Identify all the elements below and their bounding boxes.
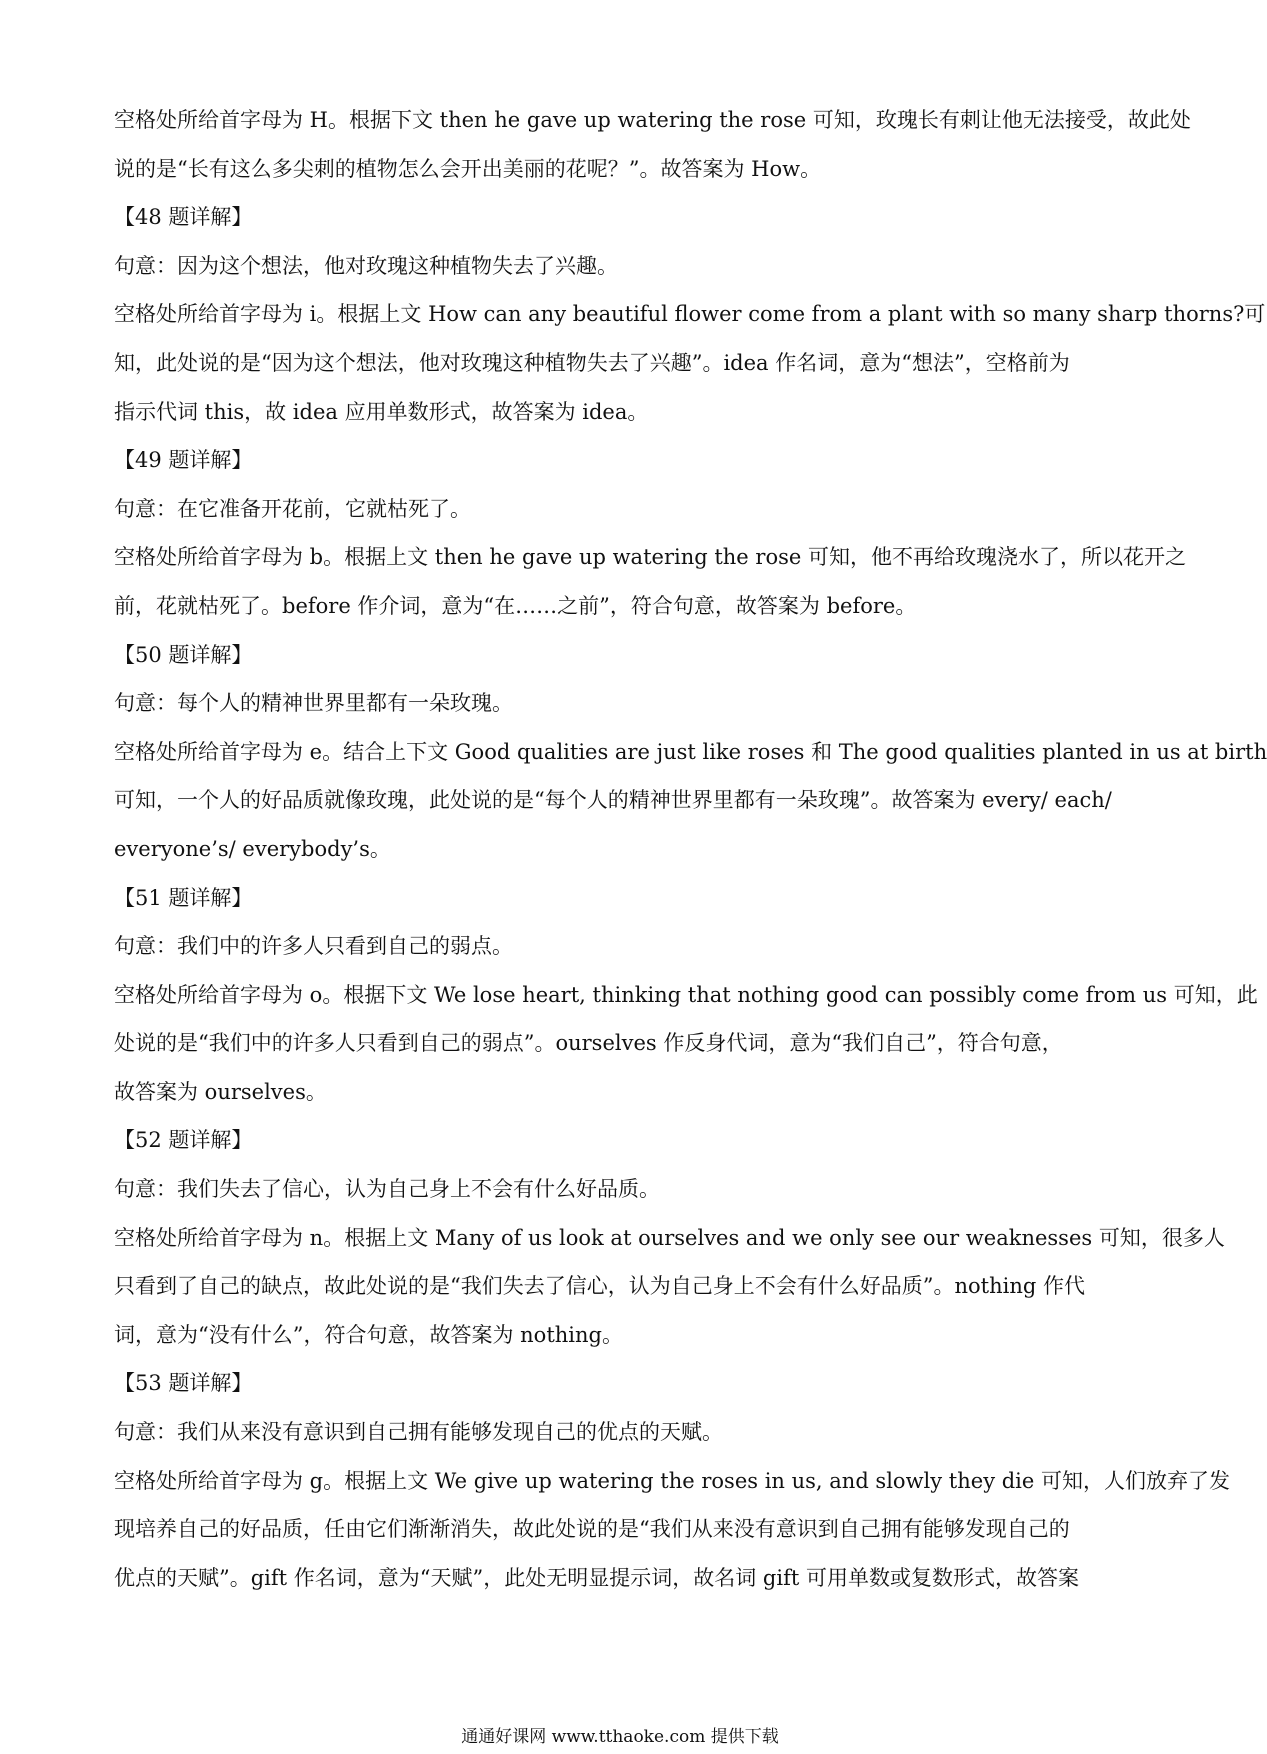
page-footer: 通通好课网 www.tthaoke.com 提供下载 — [461, 1727, 779, 1747]
text-line: 优点的天赋”。gift 作名词，意为“天赋”，此处无明显提示词，故名词 gift 可用单数或复数形式，故答案 — [114, 1565, 1079, 1590]
text-line: 句意：我们从来没有意识到自己拥有能够发现自己的优点的天赋。 — [114, 1420, 723, 1445]
text-line: 句意：在它准备开花前，它就枯死了。 — [114, 496, 471, 521]
text-line: 句意：我们失去了信心，认为自己身上不会有什么好品质。 — [114, 1177, 660, 1202]
text-line: 现培养自己的好品质，任由它们渐渐消失，故此处说的是“我们从来没有意识到自己拥有能够发现自己的 — [114, 1517, 1070, 1542]
text-line: 空格处所给首字母为 o。根据下文 We lose heart, thinking that nothing good can possibly come from us 可知，此 — [114, 982, 1258, 1007]
text-line: 空格处所给首字母为 b。根据上文 then he gave up watering the rose 可知，他不再给玫瑰浇水了，所以花开之 — [114, 545, 1186, 570]
text-line: 空格处所给首字母为 e。结合上下文 Good qualities are just like roses 和 The good qualities planted in us at birth — [114, 739, 1267, 764]
section-heading: 【50 题详解】 — [114, 642, 253, 667]
section-heading: 【49 题详解】 — [114, 448, 253, 473]
text-line: 故答案为 ourselves。 — [114, 1079, 327, 1104]
section-heading: 【51 题详解】 — [114, 885, 253, 910]
text-line: 可知，一个人的好品质就像玫瑰，此处说的是“每个人的精神世界里都有一朵玫瑰”。故答案为 every/ each/ — [114, 788, 1112, 813]
section-heading: 【48 题详解】 — [114, 205, 253, 230]
text-line: 知，此处说的是“因为这个想法，他对玫瑰这种植物失去了兴趣”。idea 作名词，意为“想法”，空格前为 — [114, 350, 1070, 375]
section-heading: 【52 题详解】 — [114, 1128, 253, 1153]
text-line: everyone’s/ everybody’s。 — [114, 836, 391, 861]
document-body — [114, 96, 1267, 1602]
text-line: 只看到了自己的缺点，故此处说的是“我们失去了信心，认为自己身上不会有什么好品质”。nothing 作代 — [114, 1274, 1085, 1299]
section-heading: 【53 题详解】 — [114, 1371, 253, 1396]
text-line: 指示代词 this，故 idea 应用单数形式，故答案为 idea。 — [114, 399, 649, 424]
text-line: 空格处所给首字母为 i。根据上文 How can any beautiful flower come from a plant with so many sharp thorns?可 — [114, 302, 1266, 327]
text-line: 句意：因为这个想法，他对玫瑰这种植物失去了兴趣。 — [114, 253, 618, 278]
text-line: 说的是“长有这么多尖刺的植物怎么会开出美丽的花呢？”。故答案为 How。 — [114, 156, 822, 181]
text-line: 句意：我们中的许多人只看到自己的弱点。 — [114, 934, 513, 959]
text-line: 处说的是“我们中的许多人只看到自己的弱点”。ourselves 作反身代词，意为“我们自己”，符合句意， — [114, 1031, 1063, 1056]
text-line: 空格处所给首字母为 n。根据上文 Many of us look at ourselves and we only see our weaknesses 可知，很多人 — [114, 1225, 1225, 1250]
text-line: 空格处所给首字母为 H。根据下文 then he gave up watering the rose 可知，玫瑰长有刺让他无法接受，故此处 — [114, 108, 1191, 132]
text-line: 空格处所给首字母为 g。根据上文 We give up watering the roses in us, and slowly they die 可知，人们放弃了发 — [114, 1468, 1230, 1493]
text-line: 前，花就枯死了。before 作介词，意为“在……之前”，符合句意，故答案为 before。 — [114, 593, 917, 618]
text-line: 句意：每个人的精神世界里都有一朵玫瑰。 — [114, 691, 513, 716]
text-line: 词，意为“没有什么”，符合句意，故答案为 nothing。 — [114, 1322, 623, 1347]
